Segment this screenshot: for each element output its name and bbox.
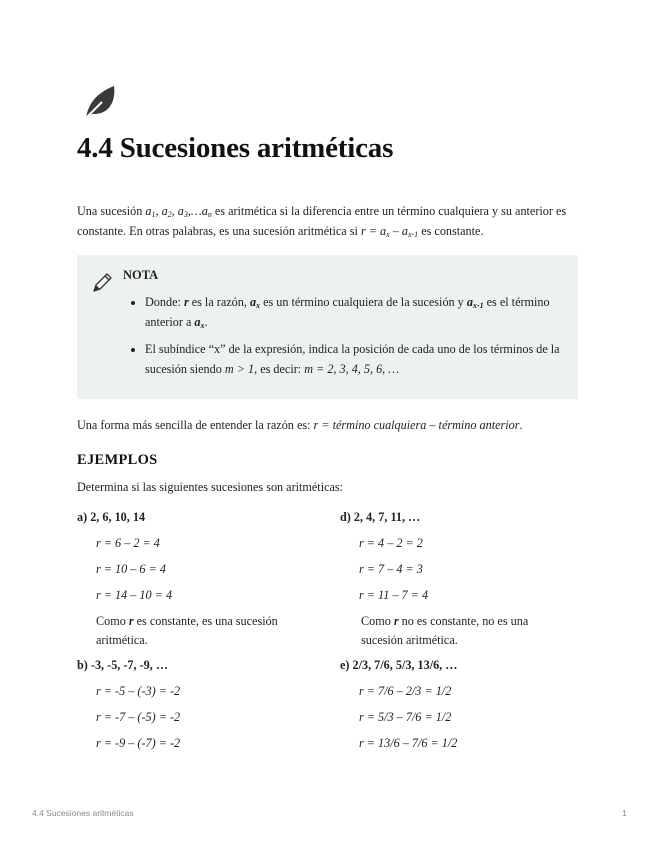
equation: r = -9 – (-7) = -2 [96, 736, 181, 750]
page-number: 1 [622, 808, 627, 818]
pencil-icon [91, 272, 113, 294]
example-title: d) 2, 4, 7, 11, … [340, 510, 421, 524]
intro-paragraph: Una sucesión $a_1$, $a_2$, $a_3,\dots a_n$ es aritmética si la diferencia entre un término cualquiera y su anterior es constante. En otras palabras, es una sucesión aritmética si $r = a_x - a_{x-1}$ es constante. [77, 204, 567, 239]
ratio-paragraph: Una forma más sencilla de entender la razón es: r = término cualquiera – término anterior. [77, 418, 523, 432]
example-title: b) -3, -5, -7, -9, … [77, 658, 169, 672]
note-item: • Donde: r es la razón, $a_x$ es un término cualquiera de la sucesión y $a_{x-1}$ es el término anterior a $a_x$. [145, 293, 565, 332]
leaf-icon [80, 82, 120, 122]
page-title: 4.4 Sucesiones aritméticas [77, 132, 394, 164]
conclusion: Como r es constante, es una sucesión aritmética. [96, 614, 278, 647]
equation: r = 7 – 4 = 3 [359, 562, 423, 576]
example-title: a) 2, 6, 10, 14 [77, 510, 146, 524]
note-list [129, 293, 565, 387]
equation: r = 13/6 – 7/6 = 1/2 [359, 736, 458, 750]
note-box [77, 255, 578, 399]
note-title: NOTA [123, 268, 159, 282]
equation: r = 14 – 10 = 4 [96, 588, 173, 602]
footer-title: 4.4 Sucesiones aritméticas [32, 808, 134, 818]
equation: r = 7/6 – 2/3 = 1/2 [359, 684, 452, 698]
conclusion: Como r no es constante, no es una sucesión aritmética. [361, 614, 529, 647]
equation: r = 11 – 7 = 4 [359, 588, 429, 602]
equation: r = -7 – (-5) = -2 [96, 710, 181, 724]
equation: r = 6 – 2 = 4 [96, 536, 160, 550]
example-title: e) 2/3, 7/6, 5/3, 13/6, … [340, 658, 458, 672]
note-item: • El subíndice “x” de la expresión, indica la posición de cada uno de los términos de la sucesión siendo m > 1, es decir: m = 2, 3, 4, 5, 6, … [145, 340, 565, 379]
equation: r = 5/3 – 7/6 = 1/2 [359, 710, 452, 724]
examples-heading: EJEMPLOS [77, 452, 158, 468]
equation: r = 4 – 2 = 2 [359, 536, 423, 550]
equation: r = -5 – (-3) = -2 [96, 684, 181, 698]
equation: r = 10 – 6 = 4 [96, 562, 166, 576]
examples-instruction: Determina si las siguientes sucesiones son aritméticas: [77, 480, 344, 494]
